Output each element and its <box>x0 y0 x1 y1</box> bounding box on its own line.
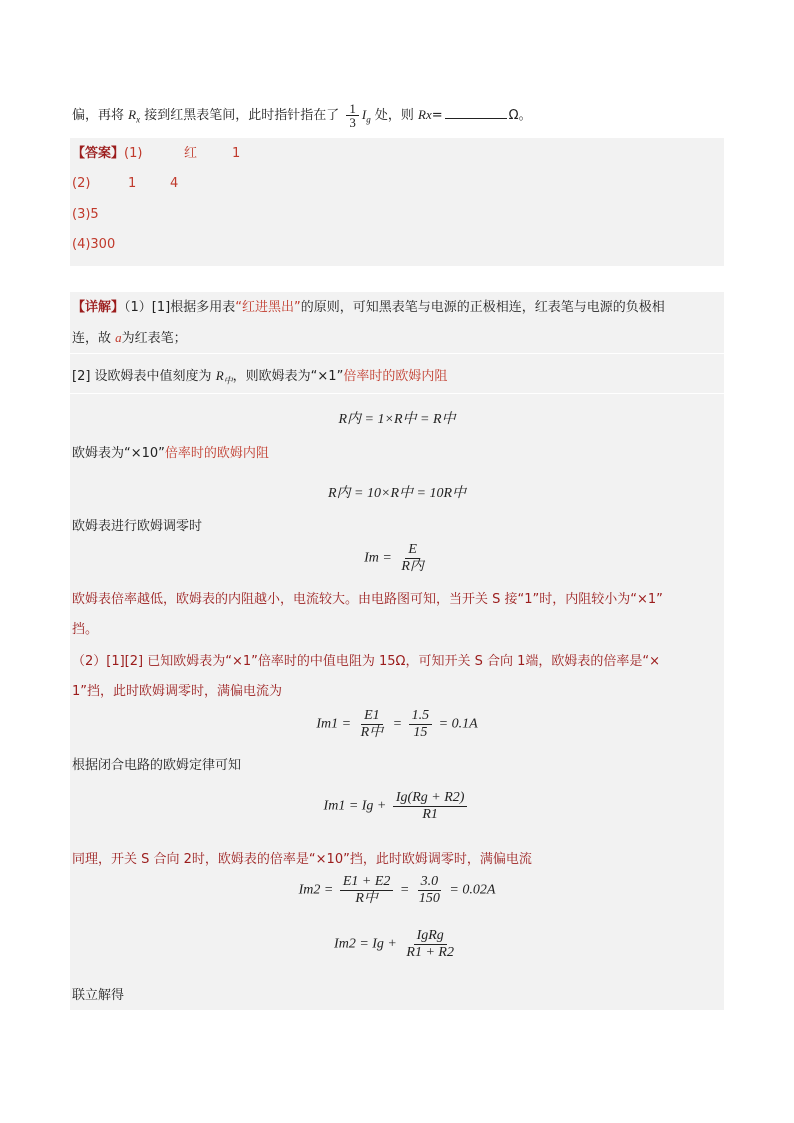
answer-2-b: 4 <box>170 176 179 191</box>
detail-line-7: 挡。 <box>72 622 99 637</box>
question-tail <box>72 100 532 130</box>
detail-2b: ，则欧姆表为“×1” <box>232 369 344 384</box>
divider-1 <box>70 353 724 354</box>
equals-sign: = <box>431 108 443 123</box>
divider-2 <box>70 393 724 394</box>
detail-label: 【详解】 <box>72 300 125 315</box>
answer-line-1 <box>72 144 241 164</box>
answer-block <box>70 138 724 266</box>
equation-5: Im1 = Ig + $\frac{Ig(Rg + R2)}{R1}$ <box>0 790 794 823</box>
detail-1b: “红进黑出” <box>235 300 301 315</box>
detail-line-4 <box>72 442 269 466</box>
answer-1-number: (1) <box>124 146 143 161</box>
answer-2-a: 1 <box>128 176 137 191</box>
detail-2c: 倍率时的欧姆内阻 <box>343 369 448 384</box>
detail-line-2 <box>72 326 187 351</box>
question-text-1: 偏，再将 <box>72 108 125 123</box>
answer-line-4: (4)300 <box>72 237 116 252</box>
ig-symbol: $I_g$ <box>361 107 371 125</box>
detail-1c: 的原则，可知黑表笔与电源的正极相连，红表笔与电源的负极相 <box>300 300 665 315</box>
answer-2-number: (2) <box>72 176 91 191</box>
detail-line-12: 联立解得 <box>72 988 125 1003</box>
detail-line-3 <box>72 364 447 393</box>
detail-var-a: a <box>115 330 122 345</box>
question-text-2: 接到红黑表笔间，此时指针指在了 <box>144 108 340 123</box>
equation-4: Im1 = $\frac{E1}{\text{R中}}$ = $\frac{1.5}{15}$ = 0.1A <box>316 708 478 740</box>
ohm-unit: Ω。 <box>508 108 532 123</box>
detail-3a: 欧姆表为“×10” <box>72 446 165 461</box>
answer-line-3: (3)5 <box>72 207 99 222</box>
equation-7: Im2 = Ig + $\frac{\text{IgRg}}{R1 + R2}$ <box>334 928 454 960</box>
equation-1: R内 = 1×R中 = R中 <box>338 412 456 427</box>
detail-line-1 <box>72 296 665 320</box>
detail-1a: （1）[1]根据多用表 <box>124 300 236 315</box>
equation-3: Im = $\frac{E}{\text{R内}}$ <box>364 542 424 574</box>
rx-label: Rx <box>418 107 432 122</box>
answer-1-b: 1 <box>232 146 241 161</box>
equation-2: R内 = 10×R中 = 10R中 <box>328 486 466 501</box>
one-third-fraction: $\frac{1}{3}$ <box>346 102 359 129</box>
detail-5a: 欧姆表倍率越低，欧姆表的内阻越小，电流较大。由电路图可知，当开关 S 接“1”时，内阻较小为“×1” <box>72 592 663 607</box>
answer-blank <box>445 106 507 119</box>
detail-line-5: 欧姆表进行欧姆调零时 <box>72 519 203 534</box>
detail-line-11: 同理，开关 S 合向 2时，欧姆表的倍率是“×10”挡，此时欧姆调零时，满偏电流 <box>72 852 532 867</box>
question-text-3: 处，则 <box>374 108 414 123</box>
detail-3b: 倍率时的欧姆内阻 <box>164 446 269 461</box>
detail-line-6 <box>72 588 663 612</box>
answer-line-2 <box>72 174 272 194</box>
r-mid-symbol: $R_中$ <box>215 368 233 386</box>
answer-label: 【答案】 <box>72 146 125 161</box>
detail-line-10: 根据闭合电路的欧姆定律可知 <box>72 758 242 773</box>
answer-1-a: 红 <box>184 146 198 161</box>
detail-2a: [2] 设欧姆表中值刻度为 <box>72 369 212 384</box>
equation-6: Im2 = $\frac{E1 + E2}{\text{R中}}$ = $\frac{3.0}{150}$ = 0.02A <box>298 874 496 906</box>
detail-1e: 为红表笔； <box>121 331 187 346</box>
detail-1d: 连，故 <box>72 331 112 346</box>
detail-line-9: 1”挡，此时欧姆调零时，满偏电流为 <box>72 684 283 699</box>
detail-line-8: （2）[1][2] 已知欧姆表为“×1”倍率时的中值电阻为 15Ω，可知开关 S 合向 1端，欧姆表的倍率是“× <box>72 654 661 669</box>
rx-symbol: $R_x$ <box>128 107 141 125</box>
